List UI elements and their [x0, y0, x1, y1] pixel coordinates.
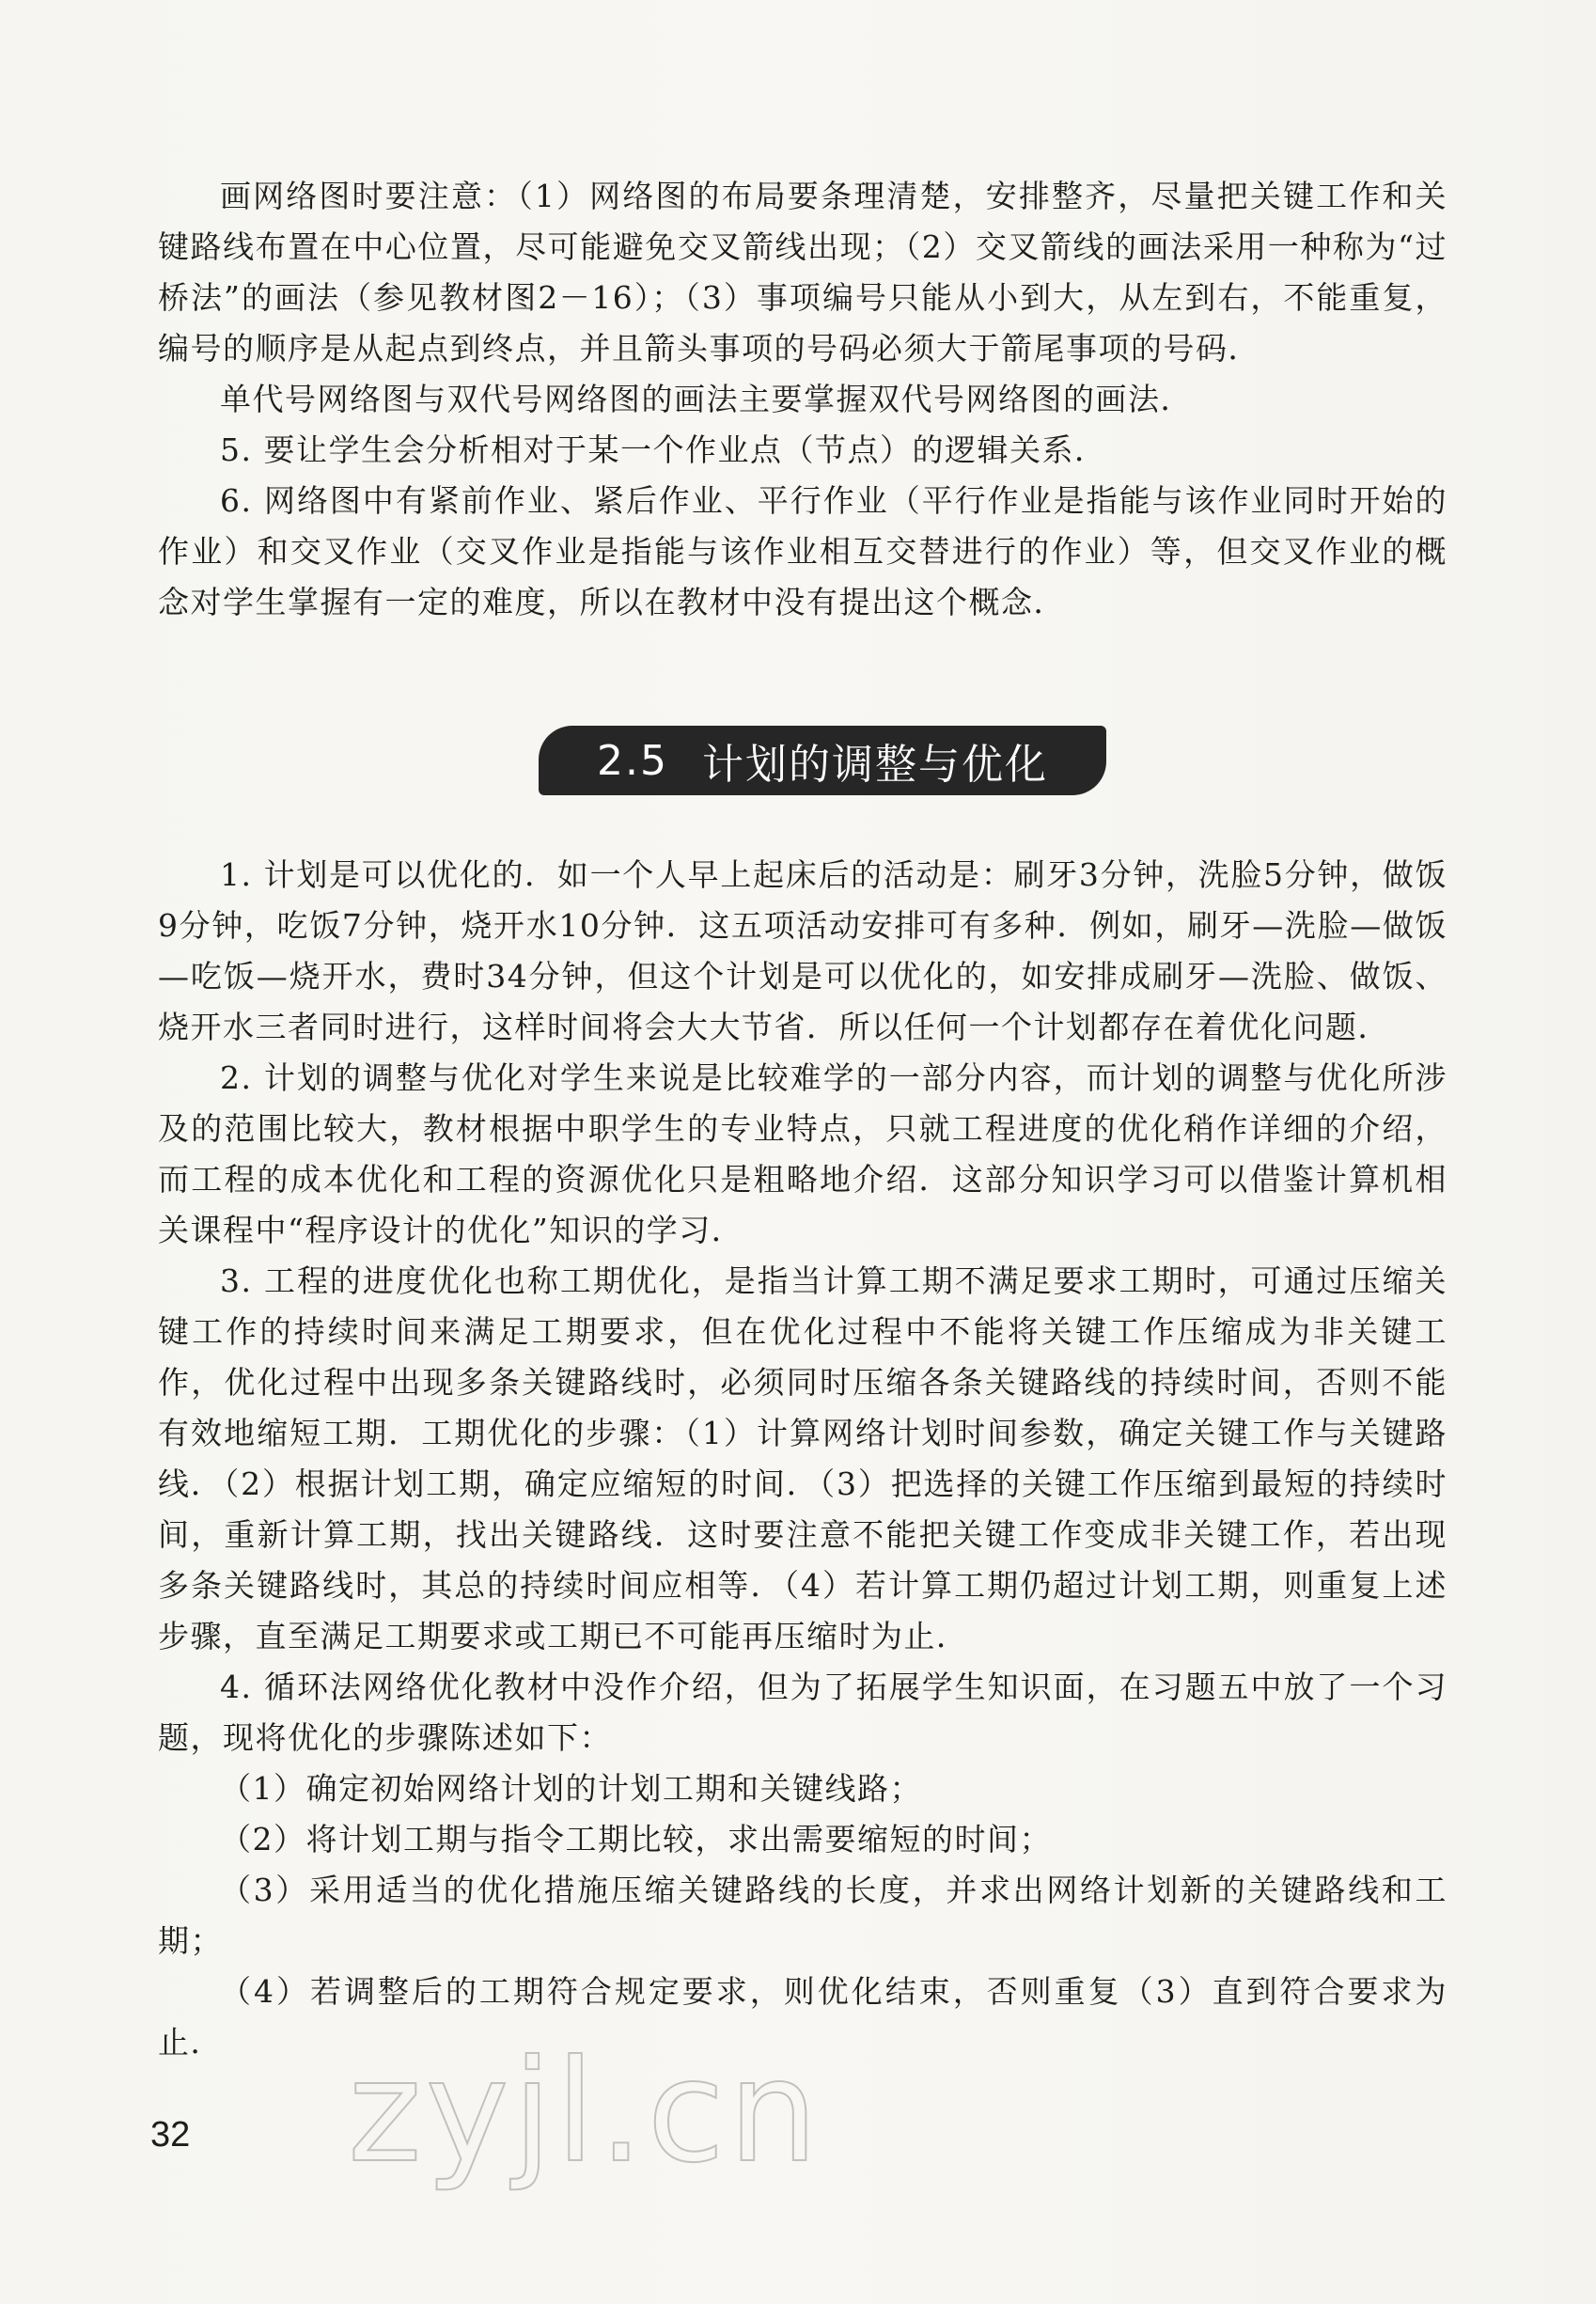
step-3: （3）采用适当的优化措施压缩关键路线的长度，并求出网络计划新的关键路线和工期； — [158, 1872, 1447, 1959]
step-4: （4）若调整后的工期符合规定要求，则优化结束，否则重复（3）直到符合要求为止． — [158, 1973, 1447, 2061]
paragraph-item-5: 5. 要让学生会分析相对于某一个作业点（节点）的逻辑关系． — [220, 431, 1107, 468]
page-number: 32 — [150, 2115, 191, 2155]
step-2: （2）将计划工期与指令工期比较，求出需要缩短的时间； — [220, 1821, 1052, 1857]
paragraph-single-double-code: 单代号网络图与双代号网络图的画法主要掌握双代号网络图的画法． — [220, 381, 1193, 417]
section-number: 2.5 — [597, 736, 668, 785]
paragraph-item-3: 3. 工程的进度优化也称工期优化，是指当计算工期不满足要求工期时，可通过压缩关键工作的持续时间来满足工期要求，但在优化过程中不能将关键工作压缩成为非关键工作，优化过程中出现多条关键路线时，必须同时压缩各条关键路线的持续时间，否则不能有效地缩短工期．工期优化的步骤：（1）计算网络计划时间参数，确定关键工作与关键路线．（2）根据计划工期，确定应缩短的时间．（3）把选择的关键工作压缩到最短的持续时间，重新计算工期，找出关键路线．这时要注意不能把关键工作变成非关键工作，若出现多条关键路线时，其总的持续时间应相等．（4）若计算工期仍超过计划工期，则重复上述步骤，直至满足工期要求或工期已不可能再压缩时为止． — [158, 1262, 1447, 1654]
section-heading-banner — [539, 726, 1106, 795]
section-title: 计划的调整与优化 — [701, 741, 1048, 789]
paragraph-item-2: 2. 计划的调整与优化对学生来说是比较难学的一部分内容，而计划的调整与优化所涉及的范围比较大，教材根据中职学生的专业特点，只就工程进度的优化稍作详细的介绍，而工程的成本优化和工程的资源优化只是粗略地介绍．这部分知识学习可以借鉴计算机相关课程中“程序设计的优化”知识的学习． — [158, 1059, 1447, 1248]
paragraph-network-drawing-notes: 画网络图时要注意：（1）网络图的布局要条理清楚，安排整齐，尽量把关键工作和关键路线布置在中心位置，尽可能避免交叉箭线出现；（2）交叉箭线的画法采用一种称为“过桥法”的画法（参见教材图2－16）；（3）事项编号只能从小到大，从左到右，不能重复，编号的顺序是从起点到终点，并且箭头事项的号码必须大于箭尾事项的号码． — [158, 178, 1447, 367]
paragraph-item-6: 6. 网络图中有紧前作业、紧后作业、平行作业（平行作业是指能与该作业同时开始的作业）和交叉作业（交叉作业是指能与该作业相互交替进行的作业）等，但交叉作业的概念对学生掌握有一定的难度，所以在教材中没有提出这个概念． — [158, 482, 1447, 620]
watermark-logo: zyjl.cn — [348, 2030, 822, 2194]
top-text-section — [158, 171, 1447, 628]
paragraph-item-1: 1. 计划是可以优化的．如一个人早上起床后的活动是：刷牙3分钟，洗脸5分钟，做饭9分钟，吃饭7分钟，烧开水10分钟．这五项活动安排可有多种．例如，刷牙—洗脸—做饭—吃饭—烧开水，费时34分钟，但这个计划是可以优化的，如安排成刷牙—洗脸、做饭、烧开水三者同时进行，这样时间将会大大节省．所以任何一个计划都存在着优化问题． — [158, 856, 1447, 1045]
step-1: （1）确定初始网络计划的计划工期和关键线路； — [220, 1770, 922, 1807]
paragraph-item-4: 4. 循环法网络优化教材中没作介绍，但为了拓展学生知识面，在习题五中放了一个习题，现将优化的步骤陈述如下： — [158, 1669, 1447, 1756]
main-text-section — [158, 850, 1447, 2068]
